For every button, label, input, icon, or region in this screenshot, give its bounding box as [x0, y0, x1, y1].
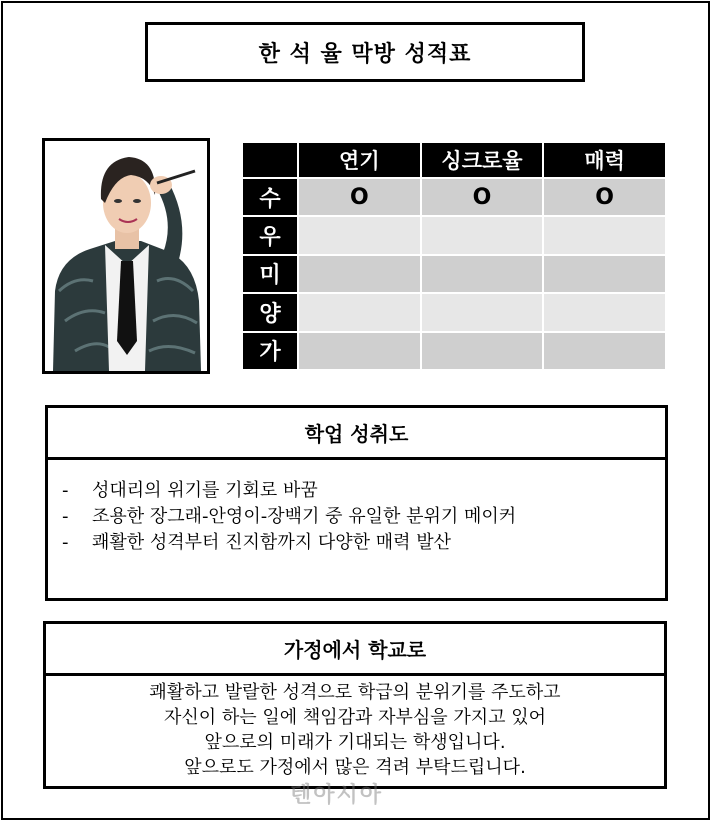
grade-mark [422, 217, 543, 253]
list-item [62, 478, 665, 504]
message-line: 쾌활하고 발랄한 성격으로 학급의 분위기를 주도하고 [149, 682, 561, 703]
student-photo-image [45, 141, 207, 371]
grade-label: 가 [243, 333, 297, 369]
bullet-dash: - [62, 506, 69, 527]
column-acting: 연기 [299, 143, 420, 177]
home-message [46, 676, 664, 780]
grade-row-u [243, 217, 665, 253]
list-item-text: 쾌활한 성격부터 진지함까지 다양한 매력 발산 [92, 532, 451, 553]
grade-label: 우 [243, 217, 297, 253]
grade-mark: O [299, 179, 420, 215]
list-item-text: 성대리의 위기를 기회로 바꿈 [92, 480, 318, 501]
grade-mark [544, 294, 665, 330]
grade-row-su [243, 179, 665, 215]
grade-mark [422, 256, 543, 292]
grade-mark [299, 333, 420, 369]
grade-label: 수 [243, 179, 297, 215]
achievement-section [45, 405, 668, 601]
grade-label: 양 [243, 294, 297, 330]
grade-table [241, 141, 667, 371]
list-item [62, 504, 665, 530]
achievement-list [48, 460, 665, 556]
message-line: 앞으로도 가정에서 많은 격려 부탁드립니다. [184, 757, 526, 778]
column-synchro: 싱크로율 [422, 143, 543, 177]
student-photo [42, 138, 210, 374]
grade-mark [422, 333, 543, 369]
home-header: 가정에서 학교로 [46, 624, 664, 676]
grade-row-mi [243, 256, 665, 292]
bullet-dash: - [62, 532, 69, 553]
grade-mark [544, 333, 665, 369]
list-item-text: 조용한 장그래-안영이-장백기 중 유일한 분위기 메이커 [92, 506, 517, 527]
grade-mark [299, 256, 420, 292]
grade-label: 미 [243, 256, 297, 292]
grade-mark [544, 256, 665, 292]
bullet-dash: - [62, 480, 69, 501]
grade-mark [299, 294, 420, 330]
grade-mark [422, 294, 543, 330]
list-item [62, 530, 665, 556]
achievement-header: 학업 성취도 [48, 408, 665, 460]
message-line: 앞으로의 미래가 기대되는 학생입니다. [204, 732, 506, 753]
grade-mark [544, 217, 665, 253]
grade-mark [299, 217, 420, 253]
watermark: 텐아시아 [290, 783, 384, 808]
home-to-school-section [43, 621, 667, 789]
grade-table-header [243, 143, 665, 177]
page-title: 한 석 율 막방 성적표 [145, 22, 585, 82]
grade-row-ga [243, 333, 665, 369]
grade-row-yang [243, 294, 665, 330]
grade-table-corner [243, 143, 297, 177]
grade-mark: O [422, 179, 543, 215]
message-line: 자신이 하는 일에 책임감과 자부심을 가지고 있어 [163, 707, 547, 728]
column-charm: 매력 [544, 143, 665, 177]
grade-mark: O [544, 179, 665, 215]
